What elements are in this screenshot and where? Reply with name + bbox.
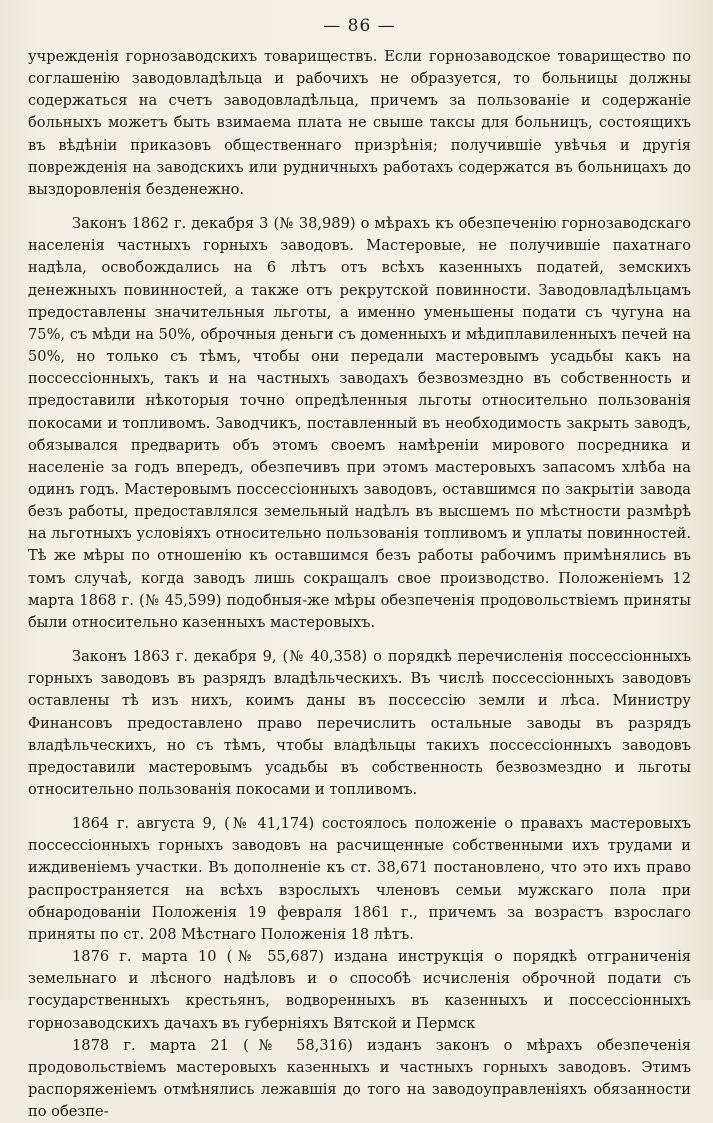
paragraph-law-1862: Законъ 1862 г. декабря 3 (№ 38,989) о мѣрахъ къ обезпеченію горнозаводскаго населенія частныхъ горныхъ заводовъ. Мастеровые, не получившіе пахатнаго надѣла, освобождались на 6 лѣтъ отъ всѣхъ казенныхъ податей, земскихъ денежныхъ повинностей, а также отъ рекрутской повинности. Заводовладѣльцамъ предоставлены значительныя льготы, а именно уменьшены подати съ чугуна на 75%, съ мѣди на 50%, оброчныя деньги съ доменныхъ и мѣдиплавиленныхъ печей на 50%, но только съ тѣмъ, чтобы они передали мастеровымъ усадьбы какъ на поссессіонныхъ, такъ и на частныхъ заводахъ безвозмездно въ собственность и предоставили нѣкоторыя точно опредѣленныя льготы относительно пользованія покосами и топливомъ. Заводчикъ, поставленный въ необходимость закрыть заводъ, обязывался предварить объ этомъ своемъ намѣреніи мирового посредника и населеніе за годъ впередъ, обезпечивъ при этомъ мастеровыхъ запасомъ хлѣба на одинъ годъ. Мастеровымъ поссессіонныхъ заводовъ, оставшимся по закрытіи завода безъ работы, предоставлялся земельный надѣлъ въ высшемъ по мѣстности размѣрѣ на льготныхъ условіяхъ относительно пользованія топливомъ и уплаты повинностей. Тѣ же мѣры по отношенію къ оставшимся безъ работы рабочимъ примѣнялись въ томъ случаѣ, когда заводъ лишь сокращалъ свое производство. Положеніемъ 12 марта 1868 г. (№ 45,599) подобныя-же мѣры обезпеченія продовольствіемъ приняты были относительно казенныхъ мастеровыхъ. — [28, 215, 691, 631]
page-number: — 86 — — [323, 16, 396, 36]
paragraph-hospitals: учрежденія горнозаводскихъ товариществъ. Если горнозаводское товарищество по соглашенію заводовладѣльца и рабочихъ не образуется, то больницы должны содержаться на счетъ заводовладѣльца, причемъ за пользованіе и содержаніе больныхъ можетъ быть взимаема плата не свыше таксы для больницъ, состоящихъ въ вѣдѣніи приказовъ общественнаго призрѣнія; получившіе увѣчья и другія поврежденія на заводскихъ или рудничныхъ работахъ содержатся въ больницахъ до выздоровленія безденежно. — [28, 48, 691, 198]
document-body — [28, 46, 691, 1123]
paragraph-1878: 1878 г. марта 21 (№ 58,316) изданъ законъ о мѣрахъ обезпеченія продовольствіемъ мастеровыхъ казенныхъ и частныхъ горныхъ заводовъ. Этимъ распоряженіемъ отмѣнялись лежавшія до того на заводоуправленіяхъ обязанности по обезпе- — [28, 1036, 691, 1121]
paragraph-law-1863: Законъ 1863 г. декабря 9, (№ 40,358) о порядкѣ перечисленія поссессіонныхъ горныхъ заводовъ въ разрядъ владѣльческихъ. Въ числѣ поссессіонныхъ заводовъ оставлены тѣ изъ нихъ, коимъ даны въ поссессію земли и лѣса. Министру Финансовъ предоставлено право перечислить остальные заводы въ разрядъ владѣльческихъ, но съ тѣмъ, чтобы владѣльцы такихъ поссессіонныхъ заводовъ предоставили мастеровымъ усадьбы въ собственность безвозмездно и льготы относительно пользованія покосами и топливомъ. — [28, 648, 691, 798]
paragraph-1864: 1864 г. августа 9, (№ 41,174) состоялось положеніе о правахъ мастеровыхъ поссессіонныхъ горныхъ заводовъ на расчищенные собственными ихъ трудами и иждивеніемъ участки. Въ дополненіе къ ст. 38,671 постановлено, что это ихъ право распространяется на всѣхъ взрослыхъ членовъ семьи мужскаго пола при обнародованіи Положенія 19 февраля 1861 г., причемъ за возрастъ взрослаго приняты по ст. 208 Мѣстнаго Положенія 18 лѣтъ. — [28, 815, 691, 943]
paragraph-1876: 1876 г. марта 10 (№ 55,687) издана инструкція о порядкѣ отграниченія земельнаго и лѣсного надѣловъ и о способѣ исчисленія оброчной подати съ государственныхъ крестьянъ, водворенныхъ въ казенныхъ и поссессіонныхъ горнозаводскихъ дачахъ въ губерніяхъ Вятской и Пермск — [28, 948, 691, 1032]
